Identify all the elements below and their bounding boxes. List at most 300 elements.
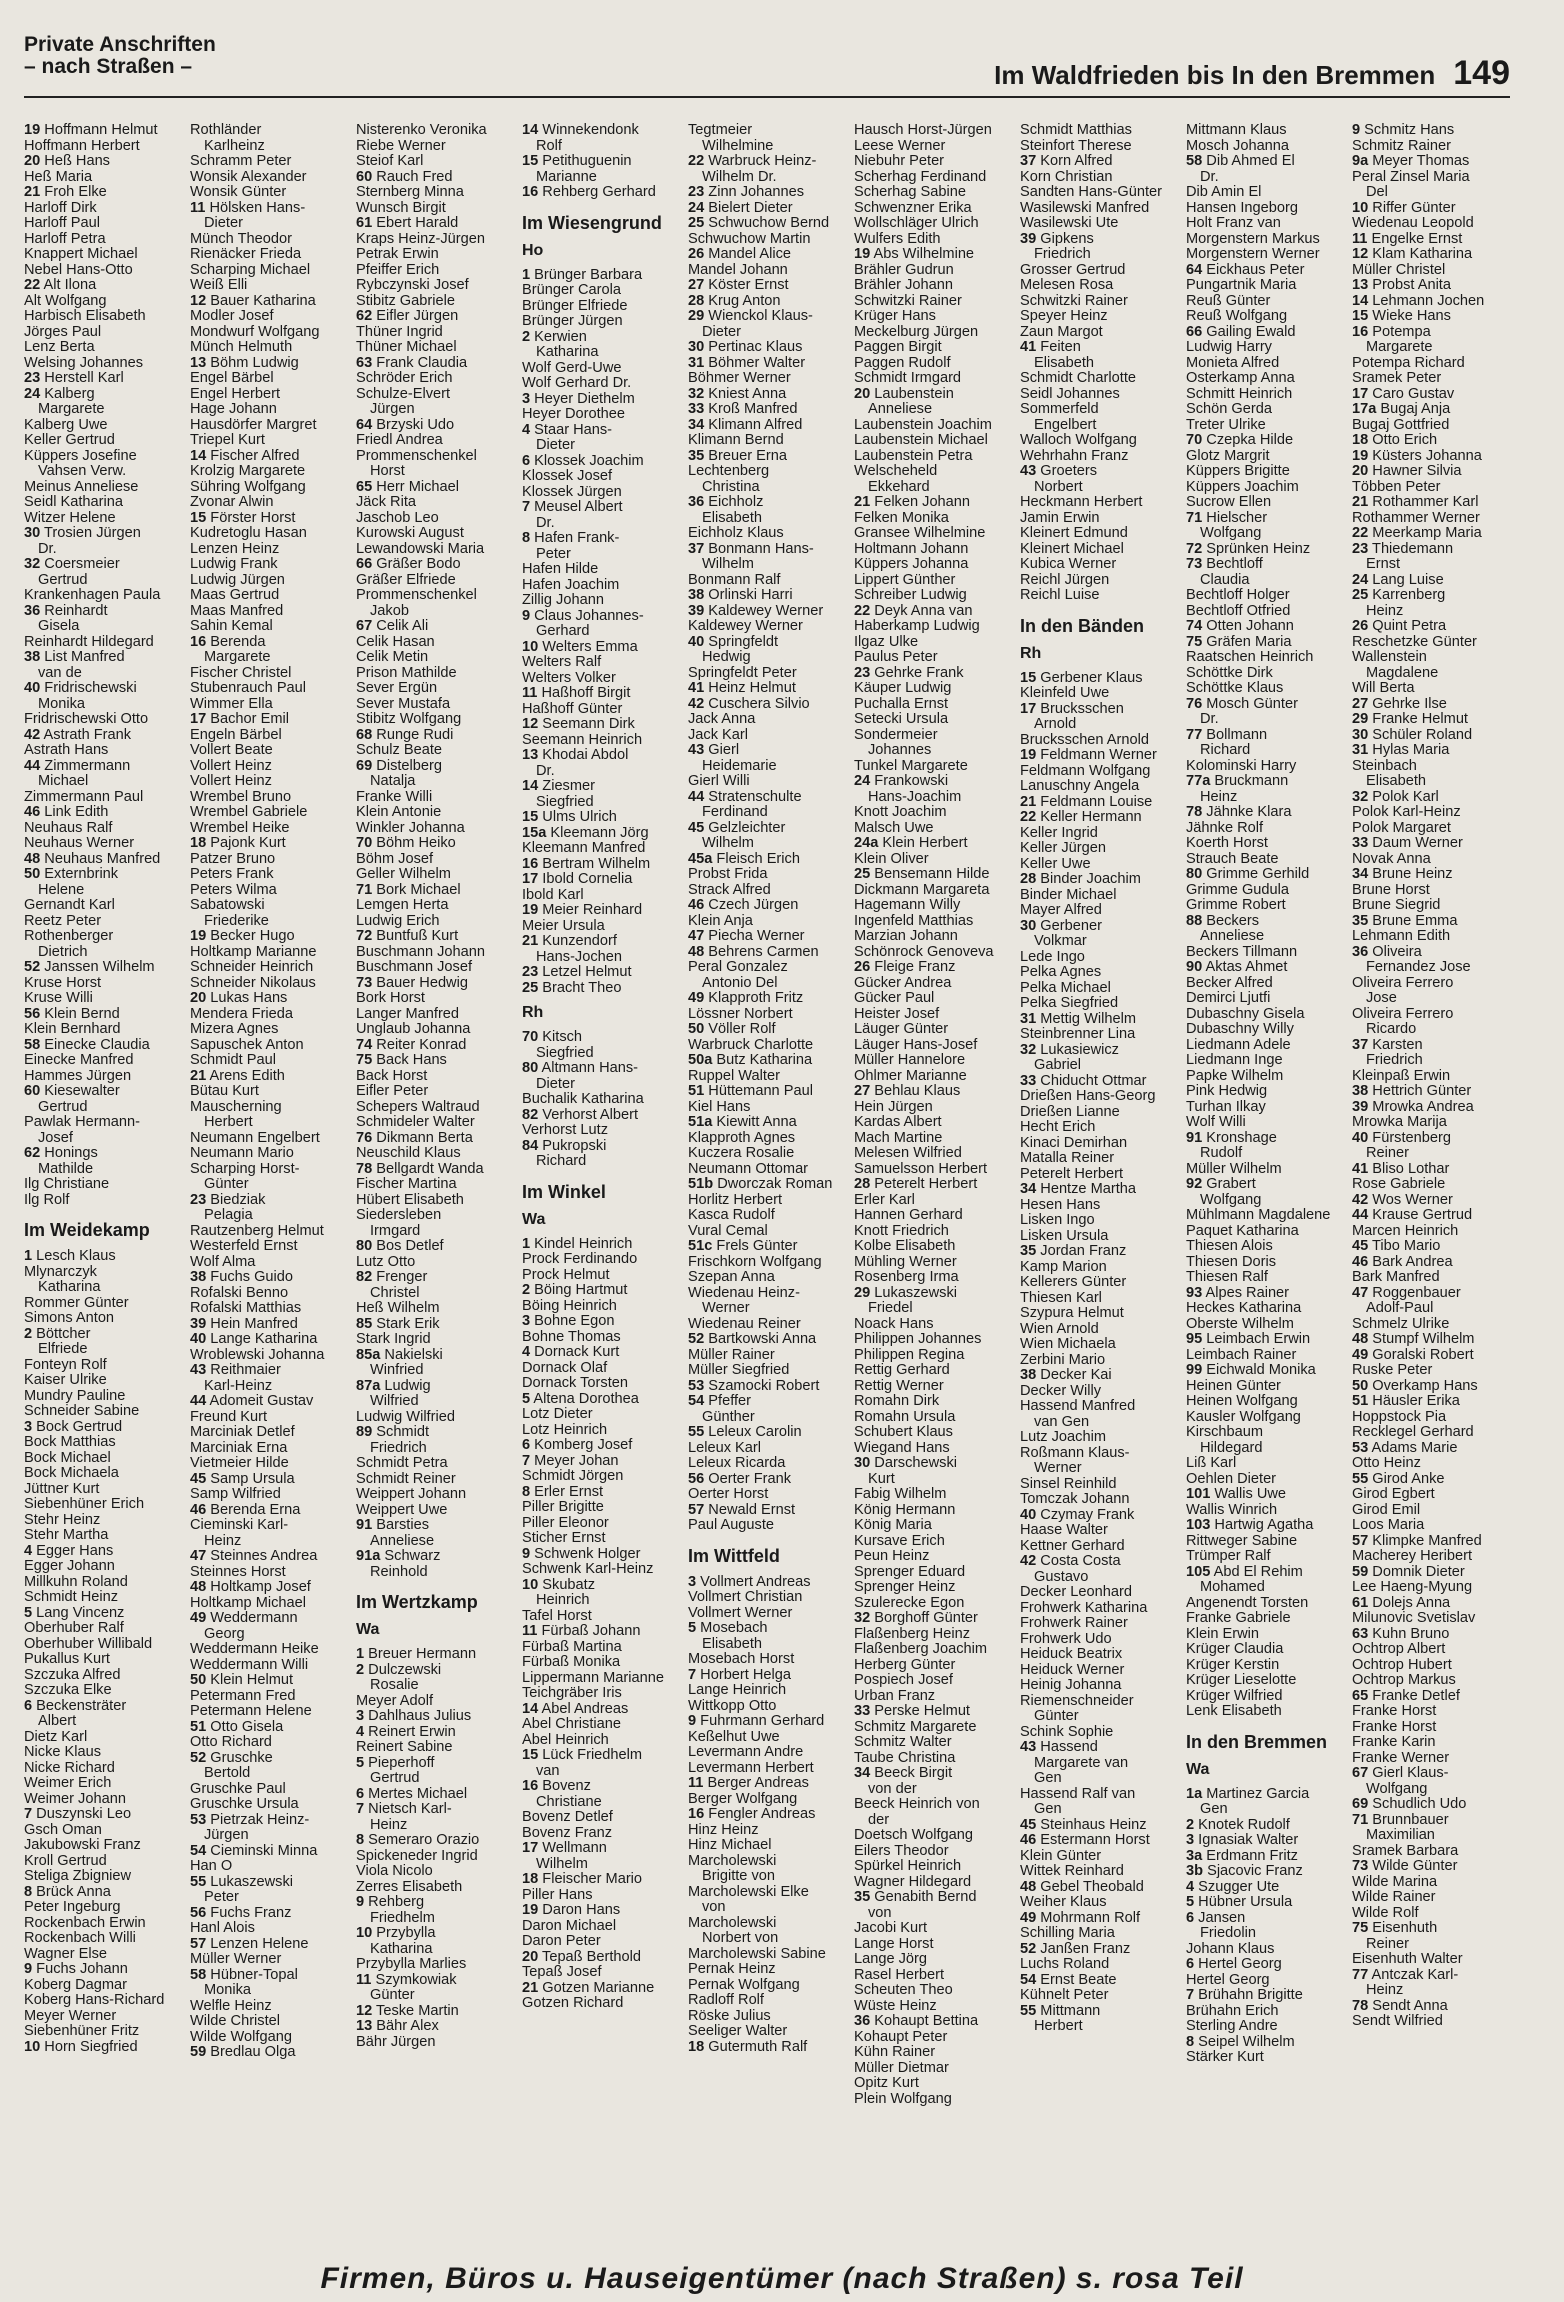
house-number: 59 [190, 2045, 207, 2060]
resident-entry: Piller Brigitte [522, 1500, 604, 1515]
house-number: 75 [1186, 634, 1203, 650]
house-number: 32 [1352, 789, 1369, 805]
resident-entry: Luchs Roland [1020, 1957, 1110, 1972]
resident-entry: Dickmann Margareta [854, 882, 990, 898]
resident-entry: Anneliese [370, 1533, 435, 1549]
house-number: 93 [1186, 1285, 1203, 1301]
directory-column [190, 123, 348, 2238]
resident-entry: Jürgen [370, 402, 415, 417]
resident-entry: Dr. [1200, 712, 1219, 727]
house-number: 52 [688, 1332, 705, 1347]
resident-entry: 78 Jähnke Klara [1186, 805, 1292, 820]
resident-entry: 58 Dib Ahmed El [1186, 154, 1295, 169]
resident-entry: 16 Fengler Andreas [688, 1807, 816, 1822]
house-number: 16 [522, 1779, 539, 1794]
resident-entry: Neuhaus Ralf [24, 820, 113, 836]
resident-entry: Petermann Helene [190, 1704, 312, 1719]
resident-entry: 24 Frankowski [854, 774, 949, 789]
resident-entry: Koberg Dagmar [24, 1977, 128, 1993]
resident-entry: 3b Sjacovic Franz [1186, 1864, 1303, 1879]
resident-entry: Klein Oliver [854, 851, 929, 867]
house-number: 9 [1352, 123, 1361, 138]
resident-entry: Rofalski Matthias [190, 1301, 302, 1316]
resident-entry: Bovenz Franz [522, 1825, 613, 1841]
resident-entry: Rasel Herbert [854, 1967, 945, 1983]
house-number: 8 [24, 1884, 33, 1900]
house-number: 35 [1020, 1244, 1037, 1259]
resident-entry: Westerfeld Ernst [190, 1239, 298, 1254]
resident-entry: 10 Horn Siegfried [24, 2039, 138, 2055]
house-number: 76 [1186, 696, 1203, 712]
house-number: 48 [688, 944, 705, 960]
resident-entry: Laubenstein Petra [854, 448, 973, 464]
resident-entry: Leleux Karl [688, 1440, 762, 1456]
resident-entry: Rockenbach Erwin [24, 1915, 146, 1931]
house-number: 27 [688, 278, 705, 293]
house-number: 20 [190, 991, 207, 1006]
resident-entry: Fernandez Jose [1366, 960, 1471, 975]
resident-entry: Piller Hans [522, 1887, 593, 1903]
resident-entry: Weippert Uwe [356, 1502, 448, 1518]
resident-entry: Reinert Sabine [356, 1740, 453, 1755]
house-number: 3a [1186, 1848, 1203, 1864]
resident-entry: 67 Celik Ali [356, 619, 429, 634]
resident-entry: Müller Rainer [688, 1347, 775, 1363]
house-number: 87a [356, 1378, 381, 1394]
resident-entry: Jamin Erwin [1020, 510, 1100, 526]
house-number: 22 [688, 154, 705, 169]
resident-entry: 7 Meusel Albert [522, 500, 623, 515]
resident-entry: Gen [1200, 1802, 1228, 1817]
resident-entry: Oehlen Dieter [1186, 1471, 1277, 1487]
resident-entry: Oliveira Ferrero [1352, 975, 1454, 991]
house-number: 16 [522, 856, 539, 872]
resident-entry: Oerter Horst [688, 1487, 769, 1502]
resident-entry: van de [38, 665, 82, 681]
house-number: 75 [1352, 1921, 1369, 1936]
resident-entry: 34 Beeck Birgit [854, 1766, 953, 1781]
resident-entry: 43 Hassend [1020, 1740, 1098, 1755]
resident-entry: 54 Cieminski Minna [190, 1843, 318, 1859]
resident-entry: 15 Petithuguenin [522, 154, 632, 169]
resident-entry: 52 Bartkowski Anna [688, 1332, 817, 1347]
resident-entry: Ruske Peter [1352, 1363, 1433, 1378]
resident-entry: 57 Newald Ernst [688, 1502, 796, 1518]
resident-entry: Sramek Barbara [1352, 1843, 1459, 1859]
resident-entry: Petermann Fred [190, 1688, 296, 1704]
resident-entry: Kleinpaß Erwin [1352, 1068, 1451, 1084]
house-number: 3 [356, 1709, 365, 1724]
resident-entry: 40 Fürstenberg [1352, 1130, 1451, 1146]
resident-entry: Oliveira Ferrero [1352, 1006, 1454, 1022]
resident-entry: Mlynarczyk [24, 1264, 97, 1280]
house-number: 9 [522, 1546, 531, 1562]
resident-entry: Fürbaß Martina [522, 1639, 622, 1655]
resident-entry: Stark Ingrid [356, 1332, 431, 1347]
resident-entry: Haase Walter [1020, 1523, 1108, 1538]
house-number: 10 [24, 2039, 41, 2055]
house-number: 105 [1186, 1564, 1211, 1580]
resident-entry: Gotzen Richard [522, 1996, 624, 2011]
resident-entry: 23 Letzel Helmut [522, 965, 632, 980]
house-number: 43 [688, 743, 705, 758]
resident-entry: Gücker Andrea [854, 975, 952, 991]
resident-entry: Fonteyn Rolf [24, 1357, 107, 1373]
house-number: 71 [1352, 1812, 1369, 1828]
resident-entry: Holtmann Johann [854, 541, 969, 557]
resident-entry: Hausch Horst-Jürgen [854, 123, 992, 138]
resident-entry: Witzer Helene [24, 510, 116, 526]
resident-entry: Röske Julius [688, 2008, 771, 2024]
resident-entry: 69 Distelberg [356, 758, 442, 774]
resident-entry: Jähnke Rolf [1186, 820, 1264, 836]
house-number: 11 [1352, 231, 1368, 247]
resident-entry: Lippermann Marianne [522, 1670, 664, 1686]
resident-entry: 32 Kniest Anna [688, 386, 787, 402]
resident-entry: Wrembel Heike [190, 820, 290, 836]
house-number: 75 [356, 1053, 373, 1068]
page-number: 149 [1453, 54, 1510, 92]
resident-entry: Samuelsson Herbert [854, 1161, 988, 1177]
resident-entry: 46 Czech Jürgen [688, 898, 799, 913]
resident-entry: Kroll Gertrud [24, 1853, 107, 1869]
house-number: 3 [24, 1419, 33, 1435]
directory-column [356, 123, 514, 2238]
resident-entry: 51a Kiewitt Anna [688, 1115, 797, 1130]
resident-entry: Leese Werner [854, 138, 946, 154]
resident-entry: Holt Franz van [1186, 216, 1281, 231]
house-number: 7 [356, 1802, 365, 1817]
resident-entry: König Hermann [854, 1502, 956, 1518]
resident-entry: Ferdinand [702, 805, 768, 820]
house-number: 21 [854, 495, 871, 510]
resident-entry: 41 Bliso Lothar [1352, 1161, 1450, 1177]
house-number: 4 [24, 1543, 33, 1559]
resident-entry: Leimbach Rainer [1186, 1347, 1297, 1363]
resident-entry: 31 Hylas Maria [1352, 743, 1450, 758]
resident-entry: Lede Ingo [1020, 949, 1085, 965]
resident-entry: Thiesen Karl [1020, 1290, 1102, 1306]
resident-entry: 80 Altmann Hans- [522, 1061, 639, 1076]
house-number: 18 [190, 836, 207, 851]
house-number: 3 [1186, 1833, 1195, 1848]
resident-entry: 36 Kohaupt Bettina [854, 2014, 979, 2029]
house-number: 73 [356, 975, 373, 991]
house-number: 48 [1352, 1332, 1369, 1347]
house-number: 22 [1352, 526, 1369, 541]
resident-entry: Wilhelm [536, 1856, 588, 1872]
resident-entry: 23 Herstell Karl [24, 371, 124, 386]
house-number: 12 [522, 717, 539, 732]
resident-entry: Rittweger Sabine [1186, 1533, 1298, 1549]
house-number: 9a [1352, 154, 1369, 169]
resident-entry: Neuhaus Werner [24, 836, 135, 851]
resident-entry: Fischer Martina [356, 1177, 457, 1192]
resident-entry: 46 Link Edith [24, 805, 109, 820]
resident-entry: 45 Tibo Mario [1352, 1239, 1441, 1254]
resident-entry: Wunsch Birgit [356, 200, 446, 216]
directory-column [24, 123, 182, 2238]
resident-entry: Einecke Manfred [24, 1053, 134, 1068]
resident-entry: Han O [190, 1859, 233, 1874]
house-number: 50a [688, 1053, 713, 1068]
resident-entry: Hoffmann Herbert [24, 138, 140, 154]
resident-entry: 66 Gräßer Bodo [356, 557, 461, 572]
house-number: 19 [522, 1903, 539, 1918]
house-number: 6 [356, 1786, 365, 1802]
house-number: 59 [1352, 1564, 1369, 1580]
resident-entry: 30 Schüler Roland [1352, 727, 1473, 743]
resident-entry: 57 Lenzen Helene [190, 1936, 309, 1952]
resident-entry: 49 Klapproth Fritz [688, 991, 804, 1006]
resident-entry: Buchalik Katharina [522, 1092, 644, 1107]
resident-entry: Monieta Alfred [1186, 355, 1280, 371]
house-number: 51b [688, 1177, 714, 1192]
resident-entry: 22 Warbruck Heinz- [688, 154, 817, 169]
resident-entry: 43 Gierl [688, 743, 740, 758]
resident-entry: Teichgräber Iris [522, 1686, 622, 1701]
resident-entry: Müller Hannelore [854, 1053, 966, 1068]
resident-entry: Kruse Horst [24, 975, 102, 991]
resident-entry: Philippen Regina [854, 1347, 965, 1363]
resident-entry: Kühnelt Peter [1020, 1988, 1109, 2003]
resident-entry: Szypura Helmut [1020, 1306, 1124, 1321]
resident-entry: Girod Emil [1352, 1502, 1421, 1518]
resident-entry: Sandten Hans-Günter [1020, 185, 1162, 200]
resident-entry: Romahn Ursula [854, 1409, 956, 1425]
resident-entry: Keller Gertrud [24, 433, 115, 448]
resident-entry: Turhan Ilkay [1186, 1099, 1266, 1115]
resident-entry: Dib Amin El [1186, 185, 1262, 200]
resident-entry: Schramm Peter [190, 154, 292, 169]
resident-entry: Haßhoff Günter [522, 701, 623, 717]
resident-entry: Lippert Günther [854, 572, 956, 588]
resident-entry: Paggen Birgit [854, 340, 942, 355]
resident-entry: Samp Wilfried [190, 1487, 281, 1502]
resident-entry: Krankenhagen Paula [24, 588, 161, 603]
resident-entry: 28 Krug Anton [688, 293, 781, 309]
house-number: 24 [688, 200, 705, 216]
resident-entry: Harloff Paul [24, 216, 100, 231]
house-number: 52 [24, 960, 41, 975]
resident-entry: Vollert Heinz [190, 758, 272, 774]
resident-entry: Freund Kurt [190, 1409, 268, 1425]
resident-entry: Siebenhüner Fritz [24, 2024, 140, 2039]
directory-columns [24, 123, 1510, 2238]
resident-entry: Lemgen Herta [356, 898, 449, 913]
resident-entry: Katharina [370, 1941, 433, 1957]
resident-entry: Marianne [536, 169, 597, 185]
house-number: 12 [356, 2003, 373, 2019]
house-number: 7 [24, 1807, 33, 1822]
resident-entry: 55 Leleux Carolin [688, 1425, 802, 1440]
resident-entry: 10 Riffer Günter [1352, 200, 1456, 216]
house-number: 10 [1352, 200, 1369, 216]
resident-entry: Astrath Hans [24, 743, 109, 758]
resident-entry: 48 Behrens Carmen [688, 944, 819, 960]
resident-entry: Levermann Andre [688, 1745, 804, 1760]
resident-entry: 11 Fürbaß Johann [522, 1624, 641, 1639]
house-number: 74 [1186, 619, 1203, 634]
resident-entry: Simons Anton [24, 1311, 115, 1326]
resident-entry: 9 Schwenk Holger [522, 1546, 641, 1562]
resident-entry: 1a Martinez Garcia [1186, 1786, 1310, 1802]
house-number: 15 [522, 1748, 539, 1763]
resident-entry: 91 Kronshage [1186, 1130, 1277, 1146]
house-number: 71 [1186, 510, 1203, 526]
resident-entry: 65 Franke Detlef [1352, 1688, 1460, 1704]
resident-entry: Kruse Willi [24, 991, 93, 1006]
resident-entry: Haberkamp Ludwig [854, 619, 980, 634]
resident-entry: 35 Breuer Erna [688, 448, 787, 464]
resident-entry: Christiane [536, 1794, 602, 1810]
resident-entry: Pernak Heinz [688, 1962, 776, 1977]
house-number: 71 [356, 882, 373, 898]
resident-entry: Drießen Hans-Georg [1020, 1089, 1156, 1104]
resident-entry: Kudretoglu Hasan [190, 526, 307, 541]
resident-entry: Katharina [38, 1280, 101, 1295]
resident-entry: 3 Ignasiak Walter [1186, 1833, 1299, 1848]
resident-entry: Reiner [1366, 1936, 1409, 1952]
street-heading: Im Wiesengrund [522, 212, 662, 233]
resident-entry: 19 Meier Reinhard [522, 903, 643, 918]
house-number: 4 [356, 1724, 365, 1740]
house-number: 27 [854, 1084, 871, 1099]
resident-entry: Gernandt Karl [24, 898, 115, 913]
resident-entry: von [868, 1905, 892, 1921]
resident-entry: Wittkopp Otto [688, 1698, 777, 1714]
resident-entry: Eifler Peter [356, 1084, 429, 1099]
resident-entry: 7 Duszynski Leo [24, 1807, 132, 1822]
house-number: 40 [1020, 1507, 1037, 1523]
resident-entry: Reuß Günter [1186, 293, 1271, 309]
header-right [994, 54, 1510, 93]
house-number: 40 [1352, 1130, 1369, 1146]
resident-entry: 32 Borghoff Günter [854, 1611, 978, 1626]
resident-entry: Frischkorn Wolfgang [688, 1254, 822, 1270]
resident-entry: 17 Wellmann [522, 1841, 607, 1856]
resident-entry: 62 Eifler Jürgen [356, 309, 459, 324]
house-number: 85 [356, 1316, 373, 1332]
house-number: 24 [1352, 572, 1369, 588]
house-number: 18 [522, 1872, 539, 1887]
house-number: 90 [1186, 960, 1203, 975]
resident-entry: Nisterenko Veronika [356, 123, 487, 138]
resident-entry: Rothländer [190, 123, 262, 138]
resident-entry: Dr. [1200, 169, 1219, 185]
resident-entry: Ohlmer Marianne [854, 1068, 967, 1084]
house-number: 34 [1020, 1182, 1037, 1197]
resident-entry: Keller Uwe [1020, 856, 1091, 872]
resident-entry: Abel Christiane [522, 1717, 621, 1732]
resident-entry: 30 Darschewski [854, 1456, 958, 1471]
house-number: 55 [1020, 2003, 1037, 2019]
resident-entry: Jakubowski Franz [24, 1838, 141, 1853]
resident-entry: 25 Schwuchow Bernd [688, 216, 830, 231]
resident-entry: Weddermann Heike [190, 1642, 319, 1657]
resident-entry: 54 Pfeffer [688, 1394, 752, 1409]
house-number: 8 [1186, 2034, 1195, 2050]
resident-entry: Wolf Gerd-Uwe [522, 360, 622, 376]
resident-entry: 14 Lehmann Jochen [1352, 293, 1485, 309]
resident-entry: Treter Ulrike [1186, 417, 1266, 433]
resident-entry: 1 Lesch Klaus [24, 1249, 116, 1264]
resident-entry: Vollert Heinz [190, 774, 272, 789]
resident-entry: 48 Gebel Theobald [1020, 1879, 1144, 1895]
resident-entry: Mendera Frieda [190, 1006, 294, 1022]
resident-entry: 87a Ludwig [356, 1378, 431, 1394]
resident-entry: Ludwig Wilfried [356, 1409, 455, 1425]
resident-entry: 5 Altena Dorothea [522, 1391, 639, 1407]
resident-entry: Jäck Rita [356, 495, 417, 510]
resident-entry: Kalberg Uwe [24, 417, 108, 433]
resident-entry: 32 Coersmeier [24, 557, 120, 572]
house-number: 46 [190, 1502, 207, 1518]
house-number: 41 [688, 681, 705, 696]
resident-entry: 32 Lukasiewicz [1020, 1042, 1119, 1058]
resident-entry: Welsing Johannes [24, 355, 143, 371]
resident-entry: Fabig Wilhelm [854, 1487, 947, 1502]
resident-entry: Pernak Wolfgang [688, 1977, 800, 1993]
resident-entry: Flaßenberg Joachim [854, 1642, 988, 1657]
resident-entry: Peral Zinsel Maria [1352, 169, 1470, 185]
house-number: 29 [1352, 712, 1369, 727]
resident-entry: Klein Günter [1020, 1848, 1102, 1864]
resident-entry: Lehmann Edith [1352, 929, 1451, 944]
resident-entry: Ochtrop Markus [1352, 1673, 1456, 1688]
resident-entry: Schwenk Karl-Heinz [522, 1562, 654, 1577]
house-number: 21 [1020, 794, 1037, 810]
resident-entry: Küppers Brigitte [1186, 464, 1290, 479]
resident-entry: Friedel [868, 1301, 913, 1316]
resident-entry: Küppers Josefine [24, 448, 137, 464]
resident-entry: Sticher Ernst [522, 1531, 606, 1546]
resident-entry: Ludwig Frank [190, 557, 278, 572]
resident-entry: Stärker Kurt [1186, 2050, 1264, 2065]
resident-entry: 40 Czymay Frank [1020, 1507, 1135, 1523]
house-number: 55 [688, 1425, 705, 1440]
resident-entry: Siedersleben [356, 1208, 442, 1223]
resident-entry: Bock Michael [24, 1450, 111, 1466]
resident-entry: Meinus Anneliese [24, 479, 139, 495]
resident-entry: Günther [702, 1409, 755, 1425]
resident-entry: Günter [204, 1177, 249, 1192]
house-number: 15 [190, 510, 207, 526]
resident-entry: Schmitz Rainer [1352, 138, 1451, 154]
resident-entry: 95 Leimbach Erwin [1186, 1332, 1311, 1347]
house-number: 5 [522, 1391, 531, 1407]
resident-entry: Richard [1200, 743, 1251, 758]
district-code: Ho [522, 241, 544, 259]
resident-entry: Opitz Kurt [854, 2076, 919, 2091]
resident-entry: 39 Hein Manfred [190, 1316, 298, 1332]
resident-entry: Szczuka Alfred [24, 1667, 121, 1683]
resident-entry: Heidemarie [702, 758, 777, 774]
district-code: Wa [356, 1621, 380, 1638]
resident-entry: Brünger Elfriede [522, 298, 628, 314]
resident-entry: Brühahn Erich [1186, 2003, 1279, 2019]
resident-entry: Strack Alfred [688, 882, 771, 898]
resident-entry: Decker Willy [1020, 1383, 1102, 1399]
resident-entry: Wagner Hildegard [854, 1874, 972, 1890]
resident-entry: Schwenzner Erika [854, 200, 972, 216]
house-number: 13 [190, 355, 207, 371]
resident-entry: 45a Fleisch Erich [688, 851, 800, 867]
resident-entry: Wilde Christel [190, 2014, 281, 2029]
house-number: 101 [1186, 1487, 1211, 1502]
resident-entry: Schmidt Reiner [356, 1471, 456, 1487]
resident-entry: Rudolf [1200, 1146, 1243, 1161]
